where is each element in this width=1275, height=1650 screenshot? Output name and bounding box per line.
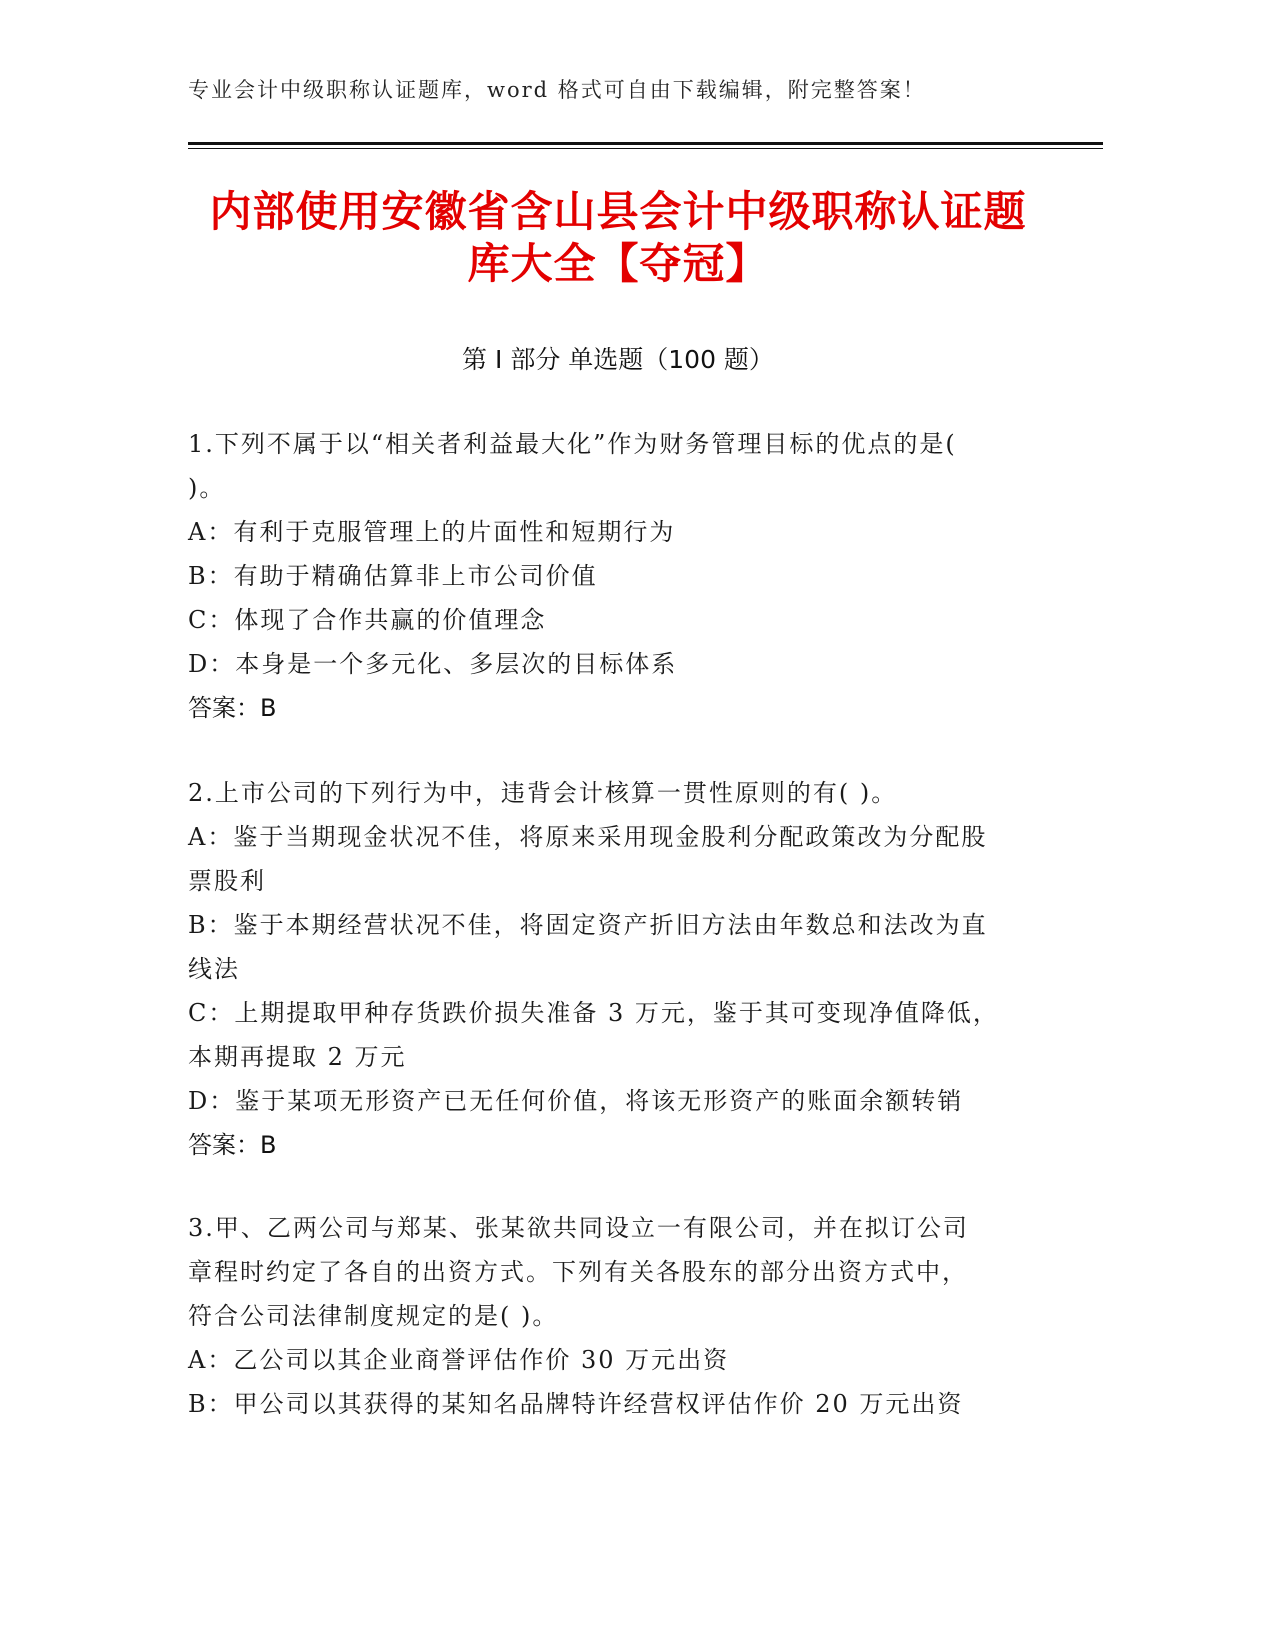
- option-c: C：体现了合作共赢的价值理念: [188, 606, 547, 634]
- question-2: [188, 771, 1048, 1167]
- question-stem-line: 章程时约定了各自的出资方式。下列有关各股东的部分出资方式中，: [188, 1258, 968, 1286]
- document-title-line-1: 内部使用安徽省含山县会计中级职称认证题: [209, 187, 1027, 236]
- option-c-continued: 本期再提取 2 万元: [188, 1043, 407, 1071]
- header-rule-thick: [188, 142, 1103, 145]
- question-stem-line: 2.上市公司的下列行为中，违背会计核算一贯性原则的有( )。: [188, 779, 898, 807]
- answer-label: 答案：B: [188, 694, 277, 722]
- question-stem-line: )。: [188, 474, 226, 502]
- document-title: [188, 186, 1048, 290]
- answer-label: 答案：B: [188, 1131, 277, 1159]
- question-stem-line: 3.甲、乙两公司与郑某、张某欲共同设立一有限公司，并在拟订公司: [188, 1214, 969, 1242]
- question-1: [188, 422, 1048, 730]
- question-3: [188, 1206, 1048, 1426]
- option-a: A：有利于克服管理上的片面性和短期行为: [188, 518, 676, 546]
- document-title-line-2: 库大全【夺冠】: [467, 239, 769, 288]
- option-b: B：甲公司以其获得的某知名品牌特许经营权评估作价 20 万元出资: [188, 1390, 964, 1418]
- option-b: B：有助于精确估算非上市公司价值: [188, 562, 598, 590]
- option-a: A：乙公司以其企业商誉评估作价 30 万元出资: [188, 1346, 730, 1374]
- option-d: D：鉴于某项无形资产已无任何价值，将该无形资产的账面余额转销: [188, 1087, 964, 1115]
- question-stem-line: 1.下列不属于以“相关者利益最大化”作为财务管理目标的优点的是(: [188, 430, 957, 458]
- section-title: 第 I 部分 单选题（100 题）: [462, 345, 774, 374]
- option-d: D：本身是一个多元化、多层次的目标体系: [188, 650, 678, 678]
- question-stem-line: 符合公司法律制度规定的是( )。: [188, 1302, 559, 1330]
- option-a: A：鉴于当期现金状况不佳，将原来采用现金股利分配政策改为分配股: [188, 823, 988, 851]
- header-rule-thin: [188, 148, 1103, 149]
- header-note: 专业会计中级职称认证题库，word 格式可自由下载编辑，附完整答案！: [188, 78, 926, 102]
- option-b: B：鉴于本期经营状况不佳，将固定资产折旧方法由年数总和法改为直: [188, 911, 988, 939]
- option-a-continued: 票股利: [188, 867, 266, 895]
- option-c: C：上期提取甲种存货跌价损失准备 3 万元，鉴于其可变现净值降低，: [188, 999, 999, 1027]
- option-b-continued: 线法: [188, 955, 240, 983]
